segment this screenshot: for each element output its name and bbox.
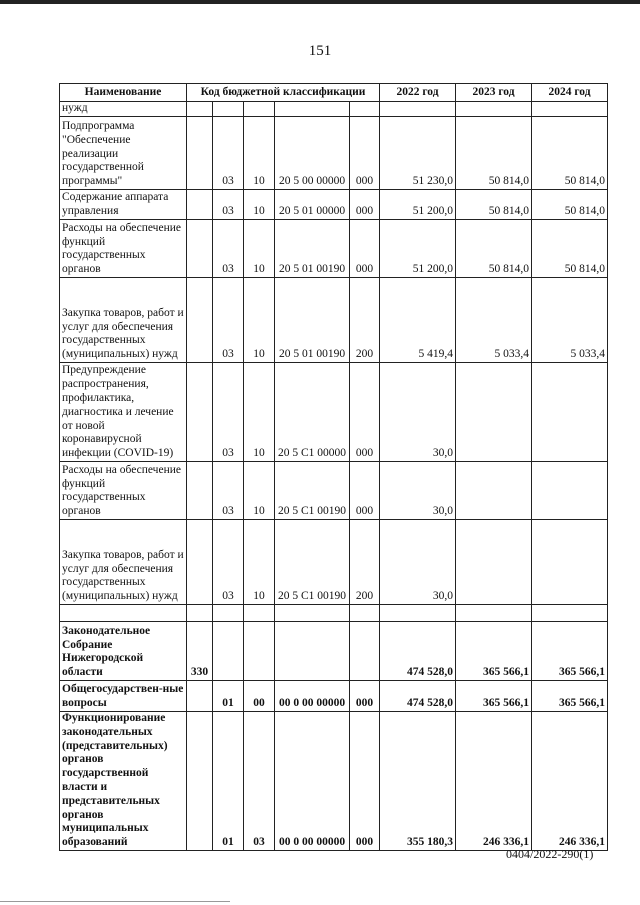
value-2023: 365 566,1 bbox=[456, 622, 532, 681]
value-2024: 50 814,0 bbox=[532, 220, 608, 278]
expense-type-code: 200 bbox=[350, 520, 380, 605]
target-code: 20 5 00 00000 bbox=[275, 117, 350, 190]
row-name: Предупреждение распространения, профилактика, диагностика и лечение от новой коронавирусной инфекции (COVID-19) bbox=[60, 363, 187, 462]
value-2023: 50 814,0 bbox=[456, 190, 532, 220]
value-2024: 50 814,0 bbox=[532, 117, 608, 190]
section-code: 03 bbox=[213, 220, 244, 278]
value-2023: 50 814,0 bbox=[456, 117, 532, 190]
ved-code bbox=[187, 102, 213, 117]
value-2022: 474 528,0 bbox=[380, 622, 456, 681]
value-2022: 51 200,0 bbox=[380, 190, 456, 220]
value-2023: 5 033,4 bbox=[456, 278, 532, 363]
expense-type-code: 000 bbox=[350, 712, 380, 851]
value-2024: 365 566,1 bbox=[532, 622, 608, 681]
header-2024: 2024 год bbox=[532, 84, 608, 102]
value-2023: 365 566,1 bbox=[456, 681, 532, 712]
table-row bbox=[60, 622, 608, 681]
section-code: 01 bbox=[213, 712, 244, 851]
section-code bbox=[213, 605, 244, 622]
row-name: Общегосударствен-ные вопросы bbox=[60, 681, 187, 712]
table-row bbox=[60, 190, 608, 220]
expense-type-code: 000 bbox=[350, 462, 380, 520]
subsection-code: 03 bbox=[244, 712, 275, 851]
subsection-code: 10 bbox=[244, 190, 275, 220]
row-name: Содержание аппарата управления bbox=[60, 190, 187, 220]
target-code: 20 5 C1 00190 bbox=[275, 462, 350, 520]
table-header-row bbox=[60, 84, 608, 102]
value-2023: 50 814,0 bbox=[456, 220, 532, 278]
row-name: Расходы на обеспечение функций государственных органов bbox=[60, 462, 187, 520]
expense-type-code: 200 bbox=[350, 278, 380, 363]
value-2022 bbox=[380, 102, 456, 117]
value-2023 bbox=[456, 102, 532, 117]
section-code: 03 bbox=[213, 520, 244, 605]
value-2024 bbox=[532, 520, 608, 605]
ved-code bbox=[187, 462, 213, 520]
subsection-code: 00 bbox=[244, 681, 275, 712]
ved-code bbox=[187, 220, 213, 278]
expense-type-code: 000 bbox=[350, 220, 380, 278]
target-code bbox=[275, 102, 350, 117]
document-number: 0404/2022-290(1) bbox=[506, 847, 594, 861]
header-code: Код бюджетной классификации bbox=[187, 84, 380, 102]
value-2024: 365 566,1 bbox=[532, 681, 608, 712]
value-2023 bbox=[456, 605, 532, 622]
value-2024 bbox=[532, 462, 608, 520]
subsection-code: 10 bbox=[244, 520, 275, 605]
section-code: 03 bbox=[213, 278, 244, 363]
value-2023 bbox=[456, 520, 532, 605]
section-code: 01 bbox=[213, 681, 244, 712]
target-code: 20 5 C1 00190 bbox=[275, 520, 350, 605]
ved-code bbox=[187, 681, 213, 712]
value-2022: 51 200,0 bbox=[380, 220, 456, 278]
ved-code bbox=[187, 520, 213, 605]
subsection-code: 10 bbox=[244, 278, 275, 363]
header-name: Наименование bbox=[60, 84, 187, 102]
value-2022: 51 230,0 bbox=[380, 117, 456, 190]
target-code: 20 5 01 00190 bbox=[275, 278, 350, 363]
table-row bbox=[60, 220, 608, 278]
value-2023 bbox=[456, 363, 532, 462]
value-2024: 5 033,4 bbox=[532, 278, 608, 363]
value-2024 bbox=[532, 363, 608, 462]
value-2022: 30,0 bbox=[380, 520, 456, 605]
table-row bbox=[60, 681, 608, 712]
table-row bbox=[60, 605, 608, 622]
expense-type-code: 000 bbox=[350, 190, 380, 220]
value-2022: 30,0 bbox=[380, 462, 456, 520]
header-2022: 2022 год bbox=[380, 84, 456, 102]
target-code: 20 5 01 00190 bbox=[275, 220, 350, 278]
ved-code bbox=[187, 117, 213, 190]
row-name bbox=[60, 605, 187, 622]
subsection-code: 10 bbox=[244, 220, 275, 278]
target-code bbox=[275, 605, 350, 622]
subsection-code bbox=[244, 102, 275, 117]
expense-type-code bbox=[350, 622, 380, 681]
header-2023: 2023 год bbox=[456, 84, 532, 102]
value-2024: 246 336,1 bbox=[532, 712, 608, 851]
subsection-code: 10 bbox=[244, 117, 275, 190]
row-name: Расходы на обеспечение функций государственных органов bbox=[60, 220, 187, 278]
subsection-code: 10 bbox=[244, 462, 275, 520]
table-row bbox=[60, 117, 608, 190]
top-border bbox=[0, 0, 640, 4]
subsection-code bbox=[244, 622, 275, 681]
row-name: Подпрограмма "Обеспечение реализации государственной программы" bbox=[60, 117, 187, 190]
expense-type-code bbox=[350, 605, 380, 622]
target-code bbox=[275, 622, 350, 681]
value-2024 bbox=[532, 605, 608, 622]
expense-type-code: 000 bbox=[350, 117, 380, 190]
row-name: нужд bbox=[60, 102, 187, 117]
table-row bbox=[60, 462, 608, 520]
section-code: 03 bbox=[213, 117, 244, 190]
expense-type-code: 000 bbox=[350, 681, 380, 712]
section-code: 03 bbox=[213, 190, 244, 220]
row-name: Закупка товаров, работ и услуг для обеспечения государственных (муниципальных) нужд bbox=[60, 278, 187, 363]
row-name: Закупка товаров, работ и услуг для обеспечения государственных (муниципальных) нужд bbox=[60, 520, 187, 605]
target-code: 20 5 01 00000 bbox=[275, 190, 350, 220]
row-name: Законодательное Собрание Нижегородской области bbox=[60, 622, 187, 681]
ved-code bbox=[187, 190, 213, 220]
ved-code bbox=[187, 712, 213, 851]
expense-type-code bbox=[350, 102, 380, 117]
ved-code: 330 bbox=[187, 622, 213, 681]
value-2022: 30,0 bbox=[380, 363, 456, 462]
ved-code bbox=[187, 278, 213, 363]
section-code bbox=[213, 102, 244, 117]
ved-code bbox=[187, 363, 213, 462]
bottom-rule bbox=[0, 901, 230, 902]
table-row bbox=[60, 712, 608, 851]
table-row bbox=[60, 363, 608, 462]
value-2022: 355 180,3 bbox=[380, 712, 456, 851]
value-2024: 50 814,0 bbox=[532, 190, 608, 220]
value-2022 bbox=[380, 605, 456, 622]
ved-code bbox=[187, 605, 213, 622]
target-code: 00 0 00 00000 bbox=[275, 681, 350, 712]
budget-table bbox=[59, 83, 608, 851]
target-code: 20 5 C1 00000 bbox=[275, 363, 350, 462]
target-code: 00 0 00 00000 bbox=[275, 712, 350, 851]
value-2022: 474 528,0 bbox=[380, 681, 456, 712]
value-2022: 5 419,4 bbox=[380, 278, 456, 363]
table-row bbox=[60, 102, 608, 117]
expense-type-code: 000 bbox=[350, 363, 380, 462]
subsection-code: 10 bbox=[244, 363, 275, 462]
section-code: 03 bbox=[213, 363, 244, 462]
table-row bbox=[60, 520, 608, 605]
value-2023: 246 336,1 bbox=[456, 712, 532, 851]
value-2023 bbox=[456, 462, 532, 520]
section-code: 03 bbox=[213, 462, 244, 520]
section-code bbox=[213, 622, 244, 681]
table-row bbox=[60, 278, 608, 363]
row-name: Функционирование законодательных (представительных) органов государственной власти и представительных органов муниципальных образований bbox=[60, 712, 187, 851]
value-2024 bbox=[532, 102, 608, 117]
subsection-code bbox=[244, 605, 275, 622]
page-number: 151 bbox=[308, 43, 332, 59]
